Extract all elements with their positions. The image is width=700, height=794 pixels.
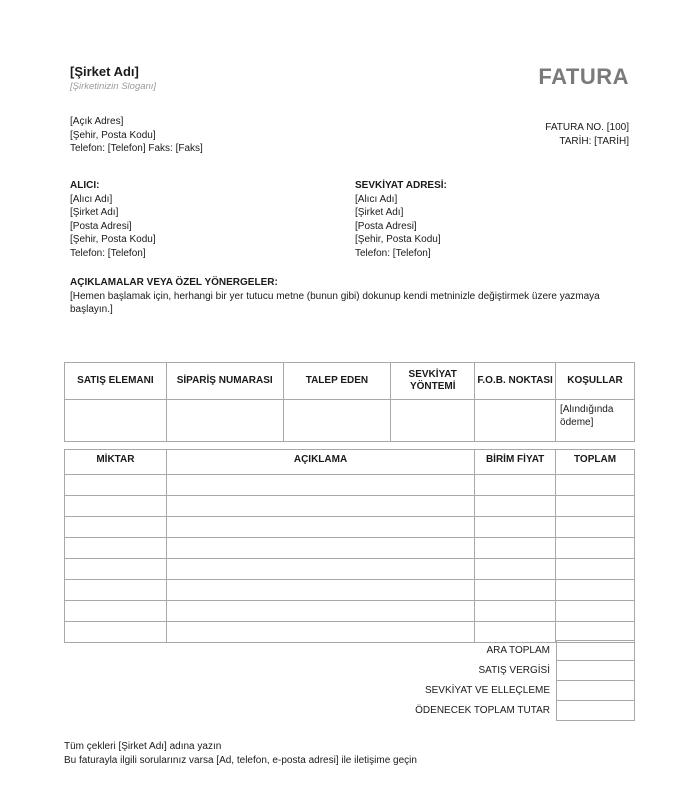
invoice-meta: [545, 121, 629, 148]
col-fob-point: F.O.B. NOKTASI: [475, 363, 556, 400]
item-row: [65, 517, 635, 538]
cell-unit-price[interactable]: [475, 538, 556, 559]
ship-to-line: [Şirket Adı]: [355, 207, 404, 218]
ship-to-line: Telefon: [Telefon]: [355, 247, 431, 259]
cell-line-total[interactable]: [556, 559, 635, 580]
cell-line-total[interactable]: [556, 475, 635, 496]
cell-line-total[interactable]: [556, 517, 635, 538]
notes-text[interactable]: [Hemen başlamak için, herhangi bir yer tutucu metne (bunun gibi) dokunup kendi metninizle değiştirmek üzere yazmaya başlayın.]: [70, 290, 600, 315]
subtotal-label: ARA TOPLAM: [486, 645, 550, 656]
cell-quantity[interactable]: [65, 580, 167, 601]
cell-quantity[interactable]: [65, 496, 167, 517]
item-row: [65, 496, 635, 517]
bill-to-heading: ALICI:: [70, 180, 100, 191]
cell-description[interactable]: [166, 580, 474, 601]
footer-contact-note: Bu faturayla ilgili sorularınız varsa [Ad, telefon, e-posta adresi] ile iletişime geçin: [64, 754, 417, 766]
col-order-number: SİPARİŞ NUMARASI: [166, 363, 283, 400]
company-address: [70, 115, 203, 156]
cell-line-total[interactable]: [556, 538, 635, 559]
bill-to-line: Telefon: [Telefon]: [70, 247, 146, 259]
bill-to-line: [Alıcı Adı]: [70, 193, 113, 205]
cell-description[interactable]: [166, 517, 474, 538]
notes-block: [70, 276, 630, 317]
bill-to-block: [70, 179, 156, 260]
bill-to-line: [Posta Adresi]: [70, 220, 132, 232]
total-due-label: ÖDENECEK TOPLAM TUTAR: [415, 705, 550, 716]
item-row: [65, 601, 635, 622]
cell-quantity[interactable]: [65, 517, 167, 538]
order-info-table: [64, 362, 635, 442]
col-quantity: MİKTAR: [65, 450, 167, 475]
address-phone-fax: Telefon: [Telefon] Faks: [Faks]: [70, 143, 203, 154]
shipping-label: SEVKİYAT VE ELLEÇLEME: [424, 685, 550, 696]
item-row: [65, 538, 635, 559]
col-ship-method: SEVKİYAT YÖNTEMİ: [391, 363, 475, 400]
cell-order-number[interactable]: [166, 400, 283, 442]
invoice-title: FATURA: [538, 64, 629, 89]
cell-description[interactable]: [166, 475, 474, 496]
sales-tax-label: SATIŞ VERGİSİ: [478, 665, 550, 676]
col-terms: KOŞULLAR: [556, 363, 635, 400]
cell-description[interactable]: [166, 559, 474, 580]
cell-quantity[interactable]: [65, 622, 167, 643]
item-row: [65, 475, 635, 496]
cell-unit-price[interactable]: [475, 496, 556, 517]
items-table: [64, 449, 635, 643]
ship-to-line: [Şehir, Posta Kodu]: [355, 234, 441, 245]
cell-terms[interactable]: [Alındığında ödeme]: [556, 400, 635, 442]
ship-to-line: [Alıcı Adı]: [355, 193, 398, 205]
bill-to-line: [Şirket Adı]: [70, 207, 119, 218]
cell-requested-by[interactable]: [283, 400, 391, 442]
item-row: [65, 580, 635, 601]
invoice-date: TARİH: [TARİH]: [559, 135, 629, 147]
col-requested-by: TALEP EDEN: [283, 363, 391, 400]
cell-unit-price[interactable]: [475, 601, 556, 622]
cell-ship-method[interactable]: [391, 400, 475, 442]
company-name: [Şirket Adı]: [70, 64, 139, 79]
ship-to-block: [355, 179, 447, 260]
cell-unit-price[interactable]: [475, 517, 556, 538]
cell-fob-point[interactable]: [475, 400, 556, 442]
totals-table: [380, 640, 635, 721]
col-description: AÇIKLAMA: [166, 450, 474, 475]
cell-description[interactable]: [166, 538, 474, 559]
cell-line-total[interactable]: [556, 496, 635, 517]
cell-quantity[interactable]: [65, 601, 167, 622]
cell-line-total[interactable]: [556, 601, 635, 622]
cell-unit-price[interactable]: [475, 559, 556, 580]
col-unit-price: BİRİM FİYAT: [475, 450, 556, 475]
invoice-number: FATURA NO. [100]: [545, 122, 629, 133]
cell-salesperson[interactable]: [65, 400, 167, 442]
cell-quantity[interactable]: [65, 559, 167, 580]
cell-unit-price[interactable]: [475, 475, 556, 496]
cell-unit-price[interactable]: [475, 580, 556, 601]
company-slogan: [Şirketinizin Sloganı]: [70, 81, 157, 92]
ship-to-line: [Posta Adresi]: [355, 220, 417, 232]
cell-description[interactable]: [166, 496, 474, 517]
col-salesperson: SATIŞ ELEMANI: [65, 363, 167, 400]
cell-quantity[interactable]: [65, 538, 167, 559]
cell-line-total[interactable]: [556, 580, 635, 601]
shipping-value[interactable]: [557, 681, 635, 701]
item-row: [65, 559, 635, 580]
address-street: [Açık Adres]: [70, 116, 124, 127]
footer-checks-note: Tüm çekleri [Şirket Adı] adına yazın: [64, 741, 222, 752]
footer: [64, 740, 417, 767]
cell-description[interactable]: [166, 601, 474, 622]
cell-quantity[interactable]: [65, 475, 167, 496]
bill-to-line: [Şehir, Posta Kodu]: [70, 234, 156, 245]
subtotal-value[interactable]: [557, 641, 635, 661]
col-total: TOPLAM: [556, 450, 635, 475]
ship-to-heading: SEVKİYAT ADRESİ:: [355, 180, 447, 191]
notes-heading: AÇIKLAMALAR VEYA ÖZEL YÖNERGELER:: [70, 277, 278, 288]
sales-tax-value[interactable]: [557, 661, 635, 681]
address-city: [Şehir, Posta Kodu]: [70, 129, 156, 141]
order-info-row: [65, 400, 635, 442]
total-due-value[interactable]: [557, 701, 635, 721]
